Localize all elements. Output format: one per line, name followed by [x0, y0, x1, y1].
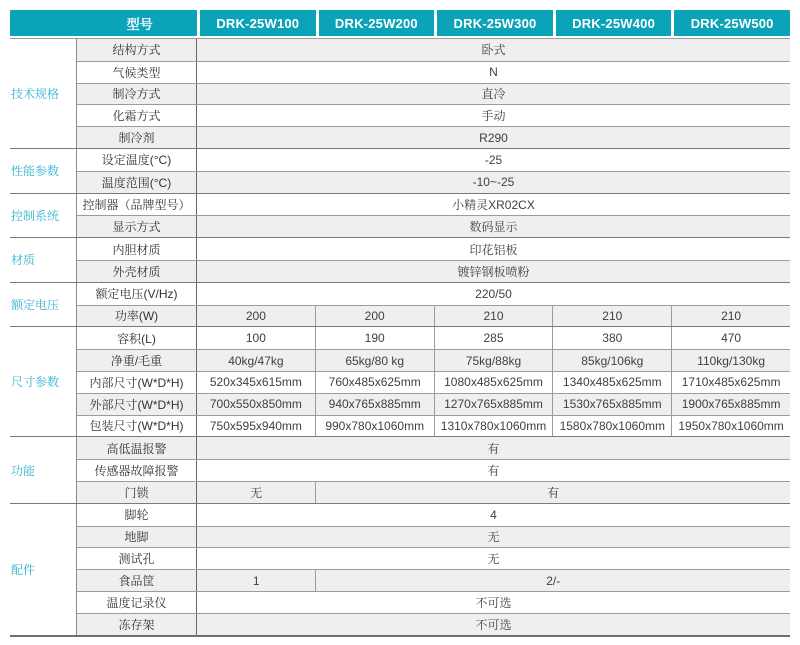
row-cells — [197, 460, 790, 481]
row-cells — [197, 261, 790, 282]
category-group — [10, 503, 790, 635]
value-cell: 210 — [552, 306, 671, 327]
row-label: 地脚 — [77, 527, 197, 548]
table-row — [77, 83, 790, 105]
row-cells — [197, 105, 790, 126]
value-cell: 1900x765x885mm — [671, 394, 790, 415]
value-cell: 有 — [487, 464, 500, 479]
value-cell: 210 — [671, 306, 790, 327]
value-cell: 220/50 — [475, 286, 512, 301]
header-model-label: 型号 — [10, 10, 197, 36]
row-label: 传感器故障报警 — [77, 460, 197, 481]
category-label: 功能 — [10, 437, 77, 502]
value-cell: 40kg/47kg — [228, 353, 284, 368]
row-cells — [197, 172, 790, 193]
category-label: 材质 — [10, 238, 77, 282]
row-label: 内胆材质 — [77, 238, 197, 260]
row-label: 制冷方式 — [77, 84, 197, 105]
row-label: 门锁 — [77, 482, 197, 503]
table-row — [77, 149, 790, 171]
row-label: 温度记录仪 — [77, 592, 197, 613]
row-label: 冻存架 — [77, 614, 197, 635]
value-cell: 100 — [245, 331, 266, 346]
category-rows — [77, 149, 790, 193]
value-cell: 940x765x885mm — [315, 394, 434, 415]
table-row — [77, 104, 790, 126]
value-cell: 无 — [250, 485, 263, 500]
value-cell: 990x780x1060mm — [315, 416, 434, 437]
table-row — [77, 305, 790, 327]
row-label: 功率(W) — [77, 306, 197, 327]
row-cells — [197, 149, 790, 171]
category-group — [10, 237, 790, 282]
value-cell: 2/- — [315, 570, 790, 591]
row-cells — [197, 327, 790, 349]
table-row — [77, 437, 790, 459]
value-cell: 4 — [490, 507, 497, 522]
value-cell: 印花铝板 — [469, 242, 518, 257]
table-row — [77, 569, 790, 591]
row-label: 包装尺寸(W*D*H) — [77, 416, 197, 437]
value-cell: 1710x485x625mm — [671, 372, 790, 393]
row-cells — [197, 216, 790, 237]
value-cell: 1310x780x1060mm — [434, 416, 553, 437]
category-label: 尺寸参数 — [10, 327, 77, 436]
header-model-cell: DRK-25W300 — [437, 10, 553, 36]
row-label: 容积(L) — [77, 327, 197, 349]
table-body — [10, 38, 790, 637]
row-label: 外部尺寸(W*D*H) — [77, 394, 197, 415]
header-model-cell: DRK-25W400 — [556, 10, 672, 36]
value-cell: 750x595x940mm — [209, 418, 302, 433]
table-row — [77, 39, 790, 61]
category-group — [10, 326, 790, 436]
category-label: 额定电压 — [10, 283, 77, 327]
header-model-cell: DRK-25W200 — [319, 10, 435, 36]
row-label: 制冷剂 — [77, 127, 197, 148]
category-label: 性能参数 — [10, 149, 77, 193]
table-row — [77, 415, 790, 437]
row-cells — [197, 39, 790, 61]
table-row — [77, 61, 790, 83]
row-label: 显示方式 — [77, 216, 197, 237]
category-group — [10, 38, 790, 148]
value-cell: 200 — [315, 306, 434, 327]
table-row — [77, 459, 790, 481]
value-cell: 小精灵XR02CX — [452, 197, 535, 212]
value-cell: R290 — [479, 130, 508, 145]
row-cells — [197, 394, 790, 415]
value-cell: 有 — [315, 482, 790, 503]
value-cell: -25 — [484, 152, 503, 167]
row-cells — [197, 84, 790, 105]
row-label: 外壳材质 — [77, 261, 197, 282]
row-label: 额定电压(V/Hz) — [77, 283, 197, 305]
row-label: 高低温报警 — [77, 437, 197, 459]
category-group — [10, 148, 790, 193]
value-cell: 200 — [245, 308, 266, 323]
row-label: 结构方式 — [77, 39, 197, 61]
row-cells — [197, 194, 790, 216]
category-label: 控制系统 — [10, 194, 77, 238]
category-rows — [77, 238, 790, 282]
table-row — [77, 371, 790, 393]
value-cell: 无 — [487, 552, 500, 567]
row-cells — [197, 238, 790, 260]
table-row — [77, 481, 790, 503]
row-label: 食品筐 — [77, 570, 197, 591]
row-label: 设定温度(°C) — [77, 149, 197, 171]
row-cells — [197, 482, 790, 503]
value-cell: 卧式 — [481, 43, 506, 58]
value-cell: 700x550x850mm — [209, 397, 302, 412]
header-model-cell: DRK-25W500 — [674, 10, 790, 36]
table-row — [77, 171, 790, 193]
table-row — [77, 238, 790, 260]
value-cell: 不可选 — [475, 595, 512, 610]
category-group — [10, 193, 790, 238]
value-cell: 85kg/106kg — [552, 350, 671, 371]
value-cell: 470 — [671, 327, 790, 349]
table-row — [77, 260, 790, 282]
row-cells — [197, 283, 790, 305]
table-row — [77, 393, 790, 415]
table-row — [77, 613, 790, 635]
category-label: 配件 — [10, 504, 77, 635]
table-row — [77, 283, 790, 305]
category-rows — [77, 437, 790, 502]
row-cells — [197, 437, 790, 459]
category-group — [10, 282, 790, 327]
row-cells — [197, 548, 790, 569]
value-cell: 不可选 — [475, 617, 512, 632]
row-label: 内部尺寸(W*D*H) — [77, 372, 197, 393]
row-cells — [197, 570, 790, 591]
value-cell: 1 — [252, 573, 260, 588]
table-row — [77, 126, 790, 148]
value-cell: N — [489, 65, 498, 80]
row-label: 气候类型 — [77, 62, 197, 83]
value-cell: 1270x765x885mm — [434, 394, 553, 415]
value-cell: 数码显示 — [469, 220, 518, 235]
table-row — [77, 504, 790, 526]
category-rows — [77, 504, 790, 635]
row-label: 脚轮 — [77, 504, 197, 526]
row-cells — [197, 416, 790, 437]
value-cell: 110kg/130kg — [671, 350, 790, 371]
value-cell: 760x485x625mm — [315, 372, 434, 393]
value-cell: 无 — [487, 530, 500, 545]
row-cells — [197, 127, 790, 148]
value-cell: 520x345x615mm — [209, 375, 302, 390]
category-rows — [77, 39, 790, 148]
value-cell: 1080x485x625mm — [434, 372, 553, 393]
table-row — [77, 194, 790, 216]
row-cells — [197, 372, 790, 393]
table-row — [77, 526, 790, 548]
table-row — [77, 349, 790, 371]
value-cell: 190 — [315, 327, 434, 349]
value-cell: 1340x485x625mm — [552, 372, 671, 393]
table-row — [77, 215, 790, 237]
row-cells — [197, 592, 790, 613]
category-rows — [77, 327, 790, 436]
value-cell: 285 — [434, 327, 553, 349]
value-cell: 210 — [434, 306, 553, 327]
category-rows — [77, 283, 790, 327]
value-cell: 1530x765x885mm — [552, 394, 671, 415]
table-row — [77, 591, 790, 613]
row-label: 控制器（品牌型号） — [77, 194, 197, 216]
value-cell: 1950x780x1060mm — [671, 416, 790, 437]
value-cell: 75kg/88kg — [434, 350, 553, 371]
category-label: 技术规格 — [10, 39, 77, 148]
header-model-cell: DRK-25W100 — [200, 10, 316, 36]
row-label: 温度范围(°C) — [77, 172, 197, 193]
category-rows — [77, 194, 790, 238]
value-cell: 直冷 — [481, 87, 506, 102]
table-row — [77, 547, 790, 569]
row-label: 测试孔 — [77, 548, 197, 569]
row-cells — [197, 614, 790, 635]
row-cells — [197, 306, 790, 327]
row-label: 净重/毛重 — [77, 350, 197, 371]
table-row — [77, 327, 790, 349]
row-cells — [197, 350, 790, 371]
row-cells — [197, 527, 790, 548]
value-cell: 380 — [552, 327, 671, 349]
row-cells — [197, 504, 790, 526]
row-cells — [197, 62, 790, 83]
value-cell: -10~-25 — [472, 175, 515, 190]
value-cell: 1580x780x1060mm — [552, 416, 671, 437]
value-cell: 有 — [487, 441, 500, 456]
value-cell: 65kg/80 kg — [315, 350, 434, 371]
spec-table — [10, 10, 790, 637]
category-group — [10, 436, 790, 502]
value-cell: 手动 — [481, 109, 506, 124]
table-header-row — [10, 10, 790, 36]
value-cell: 镀锌钢板喷粉 — [457, 264, 530, 279]
row-label: 化霜方式 — [77, 105, 197, 126]
